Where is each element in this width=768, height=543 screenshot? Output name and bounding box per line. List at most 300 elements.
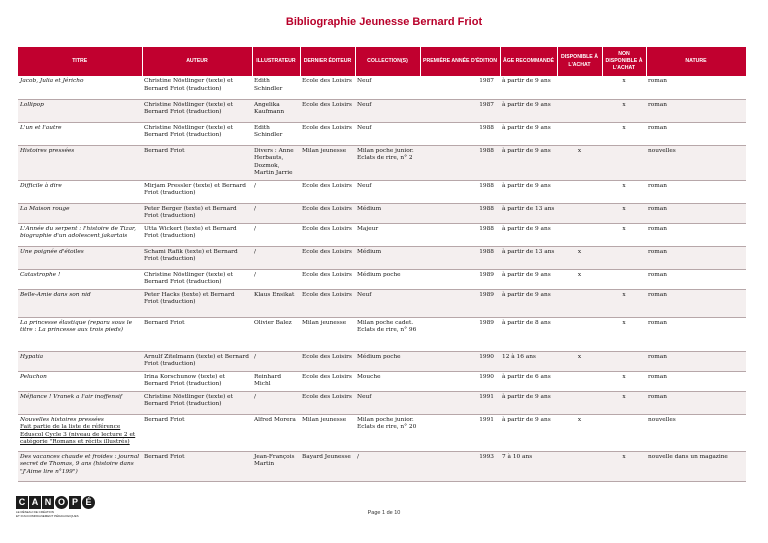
auteur-text: Bernard Friot <box>144 453 185 460</box>
auteur-text: Peter Berger (texte) et Bernard Friot (traduction) <box>144 205 237 220</box>
titre-text: Hypatia <box>20 353 44 360</box>
illustrateur-text: / <box>254 353 256 360</box>
editeur-text: Ecole des Loisirs <box>302 393 352 400</box>
collection-text: Médium poche <box>357 353 401 360</box>
table-body <box>18 76 746 481</box>
cell-annee <box>420 180 500 203</box>
cell-editeur <box>300 414 355 451</box>
cell-editeur <box>300 99 355 122</box>
cell-annee <box>420 317 500 351</box>
table-row <box>18 269 746 289</box>
cell-annee <box>420 145 500 180</box>
table-row <box>18 122 746 145</box>
age-text: à partir de 9 ans <box>502 147 551 154</box>
annee-text: 1988 <box>479 182 494 189</box>
cell-dispo <box>557 371 602 391</box>
header-annee: PREMIÈRE ANNÉE D'ÉDITION <box>420 47 500 76</box>
cell-auteur <box>142 145 252 180</box>
cell-nature <box>646 203 746 223</box>
auteur-text: Utta Wickert (texte) et Bernard Friot (traduction) <box>144 225 237 240</box>
cell-illustrateur <box>252 246 300 269</box>
cell-annee <box>420 414 500 451</box>
nondispo-text: x <box>622 291 626 298</box>
nature-text: roman <box>648 393 667 400</box>
annee-text: 1989 <box>479 319 494 326</box>
cell-dispo <box>557 317 602 351</box>
nondispo-text: x <box>622 205 626 212</box>
cell-illustrateur <box>252 203 300 223</box>
titre-text: Lollipop <box>20 101 44 108</box>
cell-auteur <box>142 246 252 269</box>
cell-illustrateur <box>252 122 300 145</box>
cell-annee <box>420 289 500 317</box>
cell-age <box>500 317 557 351</box>
nondispo-text: x <box>622 124 626 131</box>
cell-collection <box>355 289 420 317</box>
editeur-text: Ecole des Loisirs <box>302 353 352 360</box>
nondispo-text: x <box>622 319 626 326</box>
collection-text: Neuf <box>357 78 372 84</box>
page-footer: Page 1 de 10 <box>367 510 401 516</box>
header-auteur: AUTEUR <box>142 47 252 76</box>
cell-illustrateur <box>252 289 300 317</box>
cell-auteur <box>142 371 252 391</box>
cell-age <box>500 145 557 180</box>
cell-annee <box>420 371 500 391</box>
editeur-text: Ecole des Loisirs <box>302 271 352 278</box>
age-text: à partir de 9 ans <box>502 271 551 278</box>
table-row <box>18 180 746 203</box>
auteur-text: Irina Korschunow (texte) et Bernard Friot (traduction) <box>144 373 226 388</box>
cell-collection <box>355 391 420 414</box>
auteur-text: Christine Nöstlinger (texte) et Bernard Friot (traduction) <box>144 271 233 286</box>
illustrateur-text: / <box>254 205 256 212</box>
cell-nondispo <box>602 203 646 223</box>
cell-annee <box>420 223 500 246</box>
cell-annee <box>420 246 500 269</box>
nondispo-text: x <box>622 453 626 460</box>
titre-text: Des vacances chaude et froides : journal secret de Thomas, 9 ans (histoire dans "J'Aime lire n°199") <box>20 453 140 475</box>
logo-letter: N <box>42 496 54 509</box>
logo-letter: É <box>82 496 95 509</box>
cell-nature <box>646 371 746 391</box>
illustrateur-text: Klaus Ensikat <box>254 291 295 298</box>
auteur-text: Arnulf Zitelmann (texte) et Bernard Friot (traduction) <box>144 353 249 368</box>
cell-nature <box>646 99 746 122</box>
cell-nondispo <box>602 269 646 289</box>
illustrateur-text: Olivier Balez <box>254 319 292 326</box>
cell-age <box>500 223 557 246</box>
cell-nature <box>646 414 746 451</box>
cell-auteur <box>142 99 252 122</box>
cell-nature <box>646 391 746 414</box>
cell-nondispo <box>602 351 646 371</box>
cell-auteur <box>142 391 252 414</box>
cell-annee <box>420 76 500 99</box>
illustrateur-text: Edith Schindler <box>254 78 283 92</box>
cell-titre <box>18 269 142 289</box>
cell-titre <box>18 99 142 122</box>
cell-collection <box>355 317 420 351</box>
titre-text: Jacob, Julia et Jéricho <box>20 78 84 84</box>
cell-age <box>500 391 557 414</box>
cell-dispo <box>557 203 602 223</box>
cell-editeur <box>300 122 355 145</box>
cell-titre <box>18 371 142 391</box>
auteur-text: Peter Hacks (texte) et Bernard Friot (traduction) <box>144 291 235 306</box>
auteur-text: Christine Nöstlinger (texte) et Bernard Friot (traduction) <box>144 124 233 139</box>
cell-collection <box>355 246 420 269</box>
editeur-text: Bayard Jeunesse <box>302 453 351 460</box>
logo-letter: C <box>16 496 28 509</box>
cell-annee <box>420 451 500 481</box>
annee-text: 1987 <box>479 101 494 108</box>
logo-letter: P <box>69 496 81 509</box>
cell-illustrateur <box>252 391 300 414</box>
cell-age <box>500 203 557 223</box>
dispo-text: x <box>577 416 582 423</box>
nature-text: roman <box>648 182 667 189</box>
cell-collection <box>355 371 420 391</box>
cell-collection <box>355 180 420 203</box>
nondispo-text: x <box>622 101 626 108</box>
cell-dispo <box>557 269 602 289</box>
cell-age <box>500 180 557 203</box>
cell-nature <box>646 180 746 203</box>
cell-dispo <box>557 180 602 203</box>
nature-text: roman <box>648 248 667 255</box>
annee-text: 1987 <box>479 78 494 84</box>
age-text: à partir de 6 ans <box>502 373 551 380</box>
cell-dispo <box>557 122 602 145</box>
table-row <box>18 76 746 99</box>
cell-titre <box>18 351 142 371</box>
nature-text: roman <box>648 124 667 131</box>
editeur-text: Milan jeunesse <box>302 147 347 154</box>
cell-editeur <box>300 223 355 246</box>
cell-annee <box>420 269 500 289</box>
titre-text: Peluchon <box>20 373 47 380</box>
logo-subtitle-2: ET D'ACCOMPAGNEMENT PÉDAGOGIQUES <box>16 513 79 518</box>
annee-text: 1988 <box>479 147 494 154</box>
cell-illustrateur <box>252 223 300 246</box>
table-row <box>18 414 746 451</box>
titre-text: Méfiance ! Vranek a l'air inoffensif <box>20 393 123 400</box>
cell-illustrateur <box>252 317 300 351</box>
cell-nondispo <box>602 246 646 269</box>
cell-dispo <box>557 246 602 269</box>
nature-text: nouvelle dans un magazine <box>648 453 728 460</box>
cell-nondispo <box>602 99 646 122</box>
nature-text: roman <box>648 319 667 326</box>
table-row <box>18 289 746 317</box>
cell-age <box>500 451 557 481</box>
cell-illustrateur <box>252 371 300 391</box>
cell-illustrateur <box>252 180 300 203</box>
auteur-text: Schami Rafik (texte) et Bernard Friot (traduction) <box>144 248 238 263</box>
cell-editeur <box>300 371 355 391</box>
nondispo-text: x <box>622 393 626 400</box>
table-row <box>18 451 746 481</box>
annee-text: 1988 <box>479 225 494 232</box>
header-nature: NATURE <box>646 47 746 76</box>
cell-auteur <box>142 451 252 481</box>
collection-text: Neuf <box>357 182 372 189</box>
header-dispo: DISPONIBLE À L'ACHAT <box>557 47 602 76</box>
collection-text: Médium <box>357 205 382 212</box>
cell-dispo <box>557 99 602 122</box>
cell-auteur <box>142 180 252 203</box>
cell-illustrateur <box>252 269 300 289</box>
age-text: à partir de 9 ans <box>502 78 551 84</box>
age-text: à partir de 9 ans <box>502 182 551 189</box>
cell-nature <box>646 269 746 289</box>
table-row <box>18 145 746 180</box>
cell-editeur <box>300 391 355 414</box>
cell-nondispo <box>602 391 646 414</box>
nature-text: nouvelles <box>648 147 676 154</box>
table-row <box>18 371 746 391</box>
logo-letter: A <box>29 496 41 509</box>
nondispo-text: x <box>622 78 626 84</box>
nature-text: roman <box>648 291 667 298</box>
dispo-text: x <box>577 248 582 255</box>
auteur-text: Christine Nöstlinger (texte) et Bernard Friot (traduction) <box>144 78 233 92</box>
header-nondispo: NON DISPONIBLE À L'ACHAT <box>602 47 646 76</box>
cell-illustrateur <box>252 451 300 481</box>
titre-text: Une poignée d'étoiles <box>20 248 84 255</box>
cell-illustrateur <box>252 351 300 371</box>
illustrateur-text: Jean-François Martin <box>254 453 295 468</box>
cell-editeur <box>300 203 355 223</box>
illustrateur-text: Alfred Morera <box>254 416 296 423</box>
titre-text: L'Année du serpent : l'histoire de Tizar, biographie d'un adolescent jakartais <box>20 225 137 240</box>
table-row <box>18 317 746 351</box>
cell-editeur <box>300 317 355 351</box>
cell-collection <box>355 269 420 289</box>
illustrateur-text: Divers : Anne Herbauts, Dozmok, Martin Jarrie <box>254 147 294 177</box>
logo-subtitle-1: LE RÉSEAU DE CRÉATION <box>16 510 54 514</box>
auteur-text: Christine Nöstlinger (texte) et Bernard Friot (traduction) <box>144 393 233 408</box>
illustrateur-text: / <box>254 271 256 278</box>
illustrateur-text: Reinhard Michl <box>254 373 282 388</box>
cell-collection <box>355 203 420 223</box>
cell-titre <box>18 145 142 180</box>
header-age: ÂGE RECOMMANDÉ <box>500 47 557 76</box>
cell-nondispo <box>602 122 646 145</box>
cell-nature <box>646 351 746 371</box>
nature-text: roman <box>648 78 667 84</box>
cell-annee <box>420 391 500 414</box>
auteur-text: Mirjam Pressler (texte) et Bernard Friot (traduction) <box>144 182 246 197</box>
cell-auteur <box>142 203 252 223</box>
cell-collection <box>355 99 420 122</box>
collection-text: / <box>357 453 359 460</box>
age-text: 7 à 10 ans <box>502 453 533 460</box>
cell-titre <box>18 414 142 451</box>
logo-letter: O <box>55 496 68 509</box>
cell-dispo <box>557 414 602 451</box>
cell-nondispo <box>602 451 646 481</box>
cell-collection <box>355 223 420 246</box>
collection-text: Milan poche junior. Eclats de rire, n° 20 <box>357 416 417 431</box>
titre-text: L'un et l'autre <box>20 124 62 131</box>
cell-titre <box>18 180 142 203</box>
dispo-text: x <box>577 353 582 360</box>
cell-collection <box>355 451 420 481</box>
editeur-text: Ecole des Loisirs <box>302 205 352 212</box>
cell-titre <box>18 223 142 246</box>
cell-titre <box>18 246 142 269</box>
collection-text: Milan poche cadet. Eclats de rire, n° 96 <box>357 319 417 334</box>
cell-nondispo <box>602 414 646 451</box>
nature-text: roman <box>648 373 667 380</box>
collection-text: Neuf <box>357 124 372 131</box>
annee-text: 1988 <box>479 124 494 131</box>
cell-titre <box>18 76 142 99</box>
nature-text: roman <box>648 353 667 360</box>
cell-dispo <box>557 351 602 371</box>
titre-note: Fait partie de la liste de référence Eduscol Cycle 3 (niveau de lecture 2 et catégorie "Romans et récits illustrés) <box>20 424 136 446</box>
age-text: à partir de 9 ans <box>502 124 551 131</box>
cell-dispo <box>557 223 602 246</box>
collection-text: Mouche <box>357 373 381 380</box>
editeur-text: Ecole des Loisirs <box>302 291 352 298</box>
cell-nature <box>646 246 746 269</box>
cell-age <box>500 122 557 145</box>
table-row <box>18 391 746 414</box>
editeur-text: Ecole des Loisirs <box>302 182 352 189</box>
cell-dispo <box>557 76 602 99</box>
table-header <box>18 47 746 76</box>
cell-collection <box>355 145 420 180</box>
cell-auteur <box>142 414 252 451</box>
cell-titre <box>18 317 142 351</box>
cell-editeur <box>300 289 355 317</box>
editeur-text: Ecole des Loisirs <box>302 124 352 131</box>
cell-titre <box>18 451 142 481</box>
cell-titre <box>18 391 142 414</box>
illustrateur-text: / <box>254 248 256 255</box>
table-row <box>18 246 746 269</box>
cell-editeur <box>300 246 355 269</box>
cell-age <box>500 289 557 317</box>
table-row <box>18 223 746 246</box>
cell-nature <box>646 317 746 351</box>
cell-annee <box>420 99 500 122</box>
dispo-text: x <box>577 147 582 154</box>
editeur-text: Ecole des Loisirs <box>302 225 352 232</box>
cell-collection <box>355 414 420 451</box>
cell-age <box>500 269 557 289</box>
cell-annee <box>420 203 500 223</box>
cell-dispo <box>557 289 602 317</box>
cell-titre <box>18 289 142 317</box>
annee-text: 1990 <box>479 353 494 360</box>
illustrateur-text: Edith Schindler <box>254 124 283 139</box>
cell-annee <box>420 122 500 145</box>
nondispo-text: x <box>622 182 626 189</box>
auteur-text: Bernard Friot <box>144 416 185 423</box>
annee-text: 1991 <box>479 393 494 400</box>
editeur-text: Milan jeunesse <box>302 319 347 326</box>
cell-auteur <box>142 289 252 317</box>
titre-text: Nouvelles histoires pressées <box>20 416 104 423</box>
collection-text: Neuf <box>357 393 372 400</box>
cell-annee <box>420 351 500 371</box>
age-text: à partir de 13 ans <box>502 205 555 212</box>
cell-auteur <box>142 223 252 246</box>
cell-auteur <box>142 269 252 289</box>
illustrateur-text: Angelika Kaufmann <box>254 101 285 116</box>
header-illustrateur: ILLUSTRATEUR <box>252 47 300 76</box>
nondispo-text: x <box>622 225 626 232</box>
nondispo-text: x <box>622 373 626 380</box>
illustrateur-text: / <box>254 182 256 189</box>
age-text: à partir de 9 ans <box>502 101 551 108</box>
annee-text: 1988 <box>479 248 494 255</box>
table-row <box>18 99 746 122</box>
cell-age <box>500 246 557 269</box>
titre-text: La Maison rouge <box>20 205 70 212</box>
cell-nature <box>646 451 746 481</box>
age-text: 12 à 16 ans <box>502 353 536 360</box>
auteur-text: Bernard Friot <box>144 319 185 326</box>
cell-titre <box>18 122 142 145</box>
page-title: Bibliographie Jeunesse Bernard Friot <box>285 16 483 28</box>
cell-collection <box>355 76 420 99</box>
nature-text: roman <box>648 101 667 108</box>
titre-text: Histoires pressées <box>20 147 75 154</box>
annee-text: 1993 <box>479 453 494 460</box>
cell-editeur <box>300 145 355 180</box>
cell-illustrateur <box>252 145 300 180</box>
cell-nature <box>646 122 746 145</box>
collection-text: Majeur <box>357 225 379 232</box>
cell-auteur <box>142 317 252 351</box>
cell-nondispo <box>602 289 646 317</box>
cell-illustrateur <box>252 76 300 99</box>
cell-nondispo <box>602 76 646 99</box>
auteur-text: Bernard Friot <box>144 147 185 154</box>
cell-editeur <box>300 180 355 203</box>
nature-text: roman <box>648 271 667 278</box>
cell-auteur <box>142 351 252 371</box>
editeur-text: Ecole des Loisirs <box>302 78 352 84</box>
collection-text: Milan poche junior. Eclats de rire, n° 2 <box>357 147 414 162</box>
cell-age <box>500 414 557 451</box>
cell-nature <box>646 289 746 317</box>
age-text: à partir de 9 ans <box>502 416 551 423</box>
annee-text: 1991 <box>479 416 494 423</box>
illustrateur-text: / <box>254 225 256 232</box>
titre-text: Belle-Amie dans son nid <box>20 291 91 298</box>
cell-editeur <box>300 76 355 99</box>
nature-text: roman <box>648 225 667 232</box>
annee-text: 1989 <box>479 291 494 298</box>
cell-nature <box>646 76 746 99</box>
cell-editeur <box>300 269 355 289</box>
cell-dispo <box>557 145 602 180</box>
cell-age <box>500 76 557 99</box>
annee-text: 1990 <box>479 373 494 380</box>
auteur-text: Christine Nöstlinger (texte) et Bernard Friot (traduction) <box>144 101 233 116</box>
titre-text: Difficile à dire <box>20 182 62 189</box>
nature-text: roman <box>648 205 667 212</box>
age-text: à partir de 9 ans <box>502 225 551 232</box>
nature-text: nouvelles <box>648 416 676 423</box>
cell-titre <box>18 203 142 223</box>
